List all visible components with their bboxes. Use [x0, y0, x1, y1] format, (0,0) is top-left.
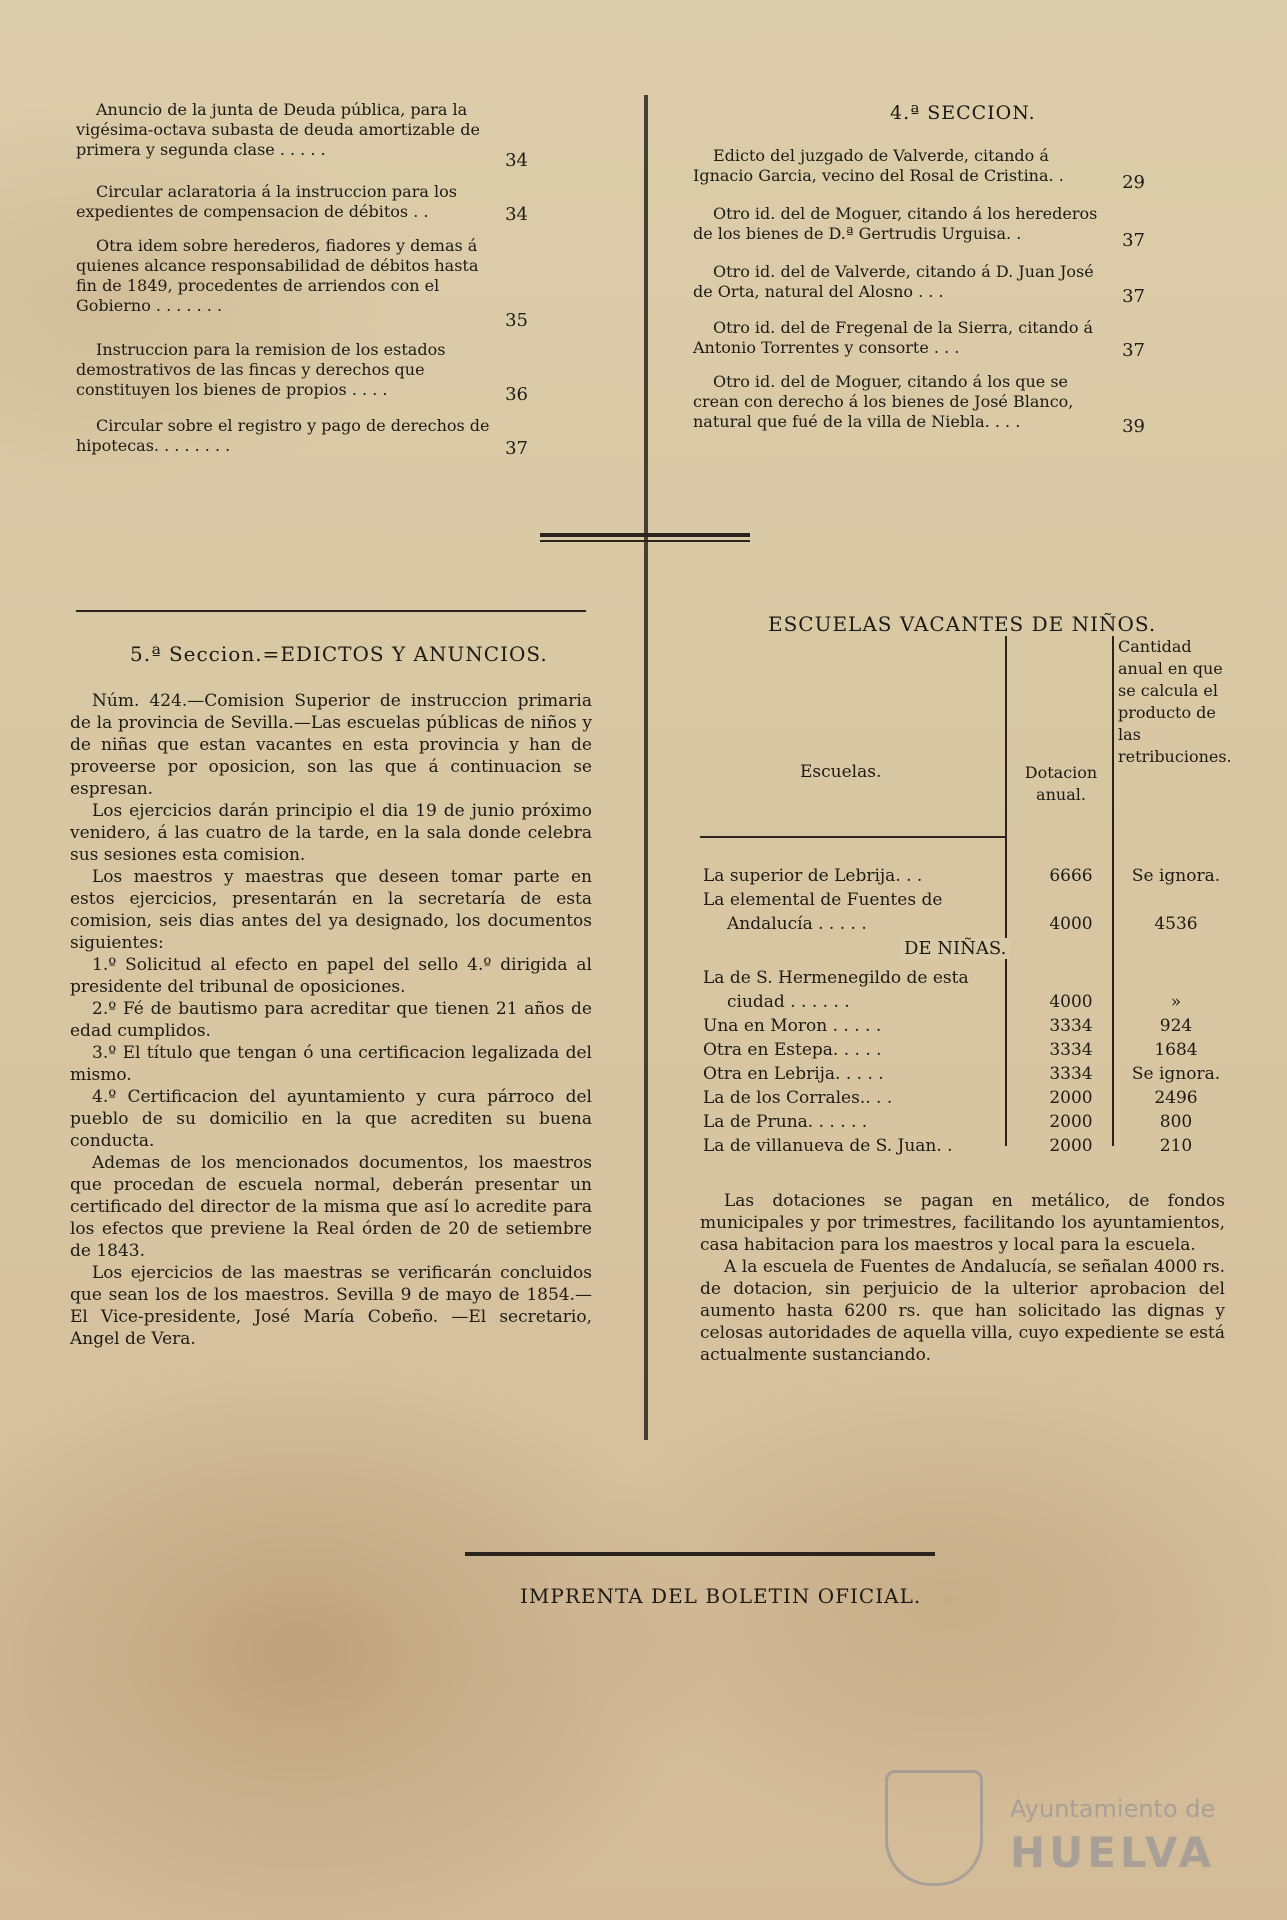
index-item: Otro id. del de Valverde, citando á D. Juan José de Orta, natural del Alosno . . .: [693, 262, 1094, 301]
printer-footer: IMPRENTA DEL BOLETIN OFICIAL.: [520, 1584, 922, 1608]
paragraph: A la escuela de Fuentes de Andalucía, se señalan 4000 rs. de dotacion, sin perjuicio de la ulterior aprobacion del aumento hasta 6200 rs. que han solicitado las dignas y celosas autoridades de aquella villa, cuyo expediente se está actualmente sustanciando.: [700, 1257, 1225, 1365]
index-item: Otra idem sobre herederos, fiadores y demas á quienes alcance responsabilidad de débitos hasta fin de 1849, procedentes de arriendos con el Gobierno . . . . . . .: [76, 236, 479, 315]
index-page-number: 29: [1122, 172, 1145, 193]
index-item: Edicto del juzgado de Valverde, citando á Ignacio Garcia, vecino del Rosal de Cristina. .: [693, 146, 1064, 185]
section5-body: [70, 690, 592, 1350]
watermark-line1: Ayuntamiento de: [1010, 1795, 1216, 1823]
paragraph: 4.º Certificacion del ayuntamiento y cura párroco del pueblo de su domicilio en la que acrediten su buena conducta.: [70, 1087, 592, 1151]
ninas-subtitle: DE NIÑAS.: [900, 938, 1010, 959]
index-item: Circular sobre el registro y pago de derechos de hipotecas. . . . . . . .: [76, 416, 490, 455]
header-dotacion: Dotacion anual.: [1024, 763, 1098, 804]
section-rule: [76, 610, 586, 612]
header-producto: Cantidad anual en que se calcula el producto de las retribuciones.: [1118, 637, 1232, 766]
schools-notes: [700, 1190, 1225, 1366]
paragraph: 3.º El título que tengan ó una certificacion legalizada del mismo.: [70, 1043, 592, 1085]
index-left: [76, 100, 528, 460]
index-page-number: 34: [505, 204, 528, 225]
paragraph: Los ejercicios darán principio el dia 19 de junio próximo venidero, á las cuatro de la tarde, en la sala donde celebra sus sesiones esta comision.: [70, 801, 592, 865]
index-page-number: 34: [505, 150, 528, 171]
table-column-rule: [1112, 636, 1114, 1146]
section4-heading: 4.ª SECCION.: [890, 102, 1036, 124]
paragraph: Los ejercicios de las maestras se verificarán concluidos que sean los de los maestros. Sevilla 9 de mayo de 1854.—El Vice-presidente, José María Cobeño. —El secretario, Angel de Vera.: [70, 1263, 592, 1349]
index-item: Otro id. del de Moguer, citando á los herederos de los bienes de D.ª Gertrudis Urguisa. .: [693, 204, 1098, 243]
separator-rule: [540, 533, 750, 537]
index-item: Otro id. del de Fregenal de la Sierra, citando á Antonio Torrentes y consorte . . .: [693, 318, 1094, 357]
paragraph: 2.º Fé de bautismo para acreditar que tienen 21 años de edad cumplidos.: [70, 999, 592, 1041]
paragraph: Ademas de los mencionados documentos, los maestros que procedan de escuela normal, deberán presentar un certificado del director de la misma que así lo acredite para los efectos que previene la Real órden de 20 de setiembre de 1843.: [70, 1153, 592, 1261]
paragraph: 1.º Solicitud al efecto en papel del sello 4.º dirigida al presidente del tribunal de oposiciones.: [70, 955, 592, 997]
section5-heading: 5.ª Seccion.=EDICTOS Y ANUNCIOS.: [130, 642, 548, 666]
paragraph: Núm. 424.—Comision Superior de instruccion primaria de la provincia de Sevilla.—Las escuelas públicas de niños y de niñas que estan vacantes en esta provincia y han de proveerse por oposicion, son las que á continuacion se espresan.: [70, 691, 592, 799]
footer-rule: [465, 1552, 935, 1556]
schools-table: Escuelas. Dotacion anual. Cantidad anual en que se calcula el producto de las retribuciones. La superior de Lebrija. . . 6666 Se ignora. La elemental de Fuentes de Andalucía . . . . . 4000 4536 DE NIÑAS. La de S. Hermenegildo de esta ciudad . . . . . . 4000 » Una en Moron . . . . . 3334 924 Otra en Estepa. . . . . 3334 1684 Otra en Lebrija. . . . . 3334 Se ignora. La de los Corrales.. . . 2000 2496 La de Pruna. . . . . . 2000 800 La de villanueva de S. Juan. . 2000 210: [700, 636, 1230, 1176]
index-item: Otro id. del de Moguer, citando á los que se crean con derecho á los bienes de José Blanco, natural que fué de la villa de Niebla. . . .: [693, 372, 1074, 431]
index-page-number: 39: [1122, 416, 1145, 437]
index-page-number: 37: [1122, 286, 1145, 307]
paragraph: Los maestros y maestras que deseen tomar parte en estos ejercicios, presentarán en la secretaría de esta comision, seis dias antes del ya designado, los documentos siguientes:: [70, 867, 592, 953]
separator-rule: [540, 540, 750, 542]
paragraph: Las dotaciones se pagan en metálico, de fondos municipales y por trimestres, facilitando los ayuntamientos, casa habitacion para los maestros y local para la escuela.: [700, 1191, 1225, 1255]
header-rule: [700, 836, 1005, 838]
index-right: [693, 146, 1145, 446]
column-divider: [644, 95, 648, 1440]
index-page-number: 37: [1122, 230, 1145, 251]
index-page-number: 37: [1122, 340, 1145, 361]
header-escuelas: Escuelas.: [800, 762, 882, 782]
huelva-seal-icon: [885, 1770, 983, 1886]
index-item: Circular aclaratoria á la instruccion para los expedientes de compensacion de débitos . .: [76, 182, 457, 221]
index-page-number: 36: [505, 384, 528, 405]
schools-title: ESCUELAS VACANTES DE NIÑOS.: [768, 612, 1157, 636]
index-item: Anuncio de la junta de Deuda pública, para la vigésima-octava subasta de deuda amortizable de primera y segunda clase . . . . .: [76, 100, 480, 159]
table-column-rule: [1005, 636, 1007, 1146]
index-page-number: 35: [505, 310, 528, 331]
index-item: Instruccion para la remision de los estados demostrativos de las fincas y derechos que constituyen los bienes de propios . . . .: [76, 340, 446, 399]
watermark-line2: HUELVA: [1010, 1828, 1216, 1877]
index-page-number: 37: [505, 438, 528, 459]
